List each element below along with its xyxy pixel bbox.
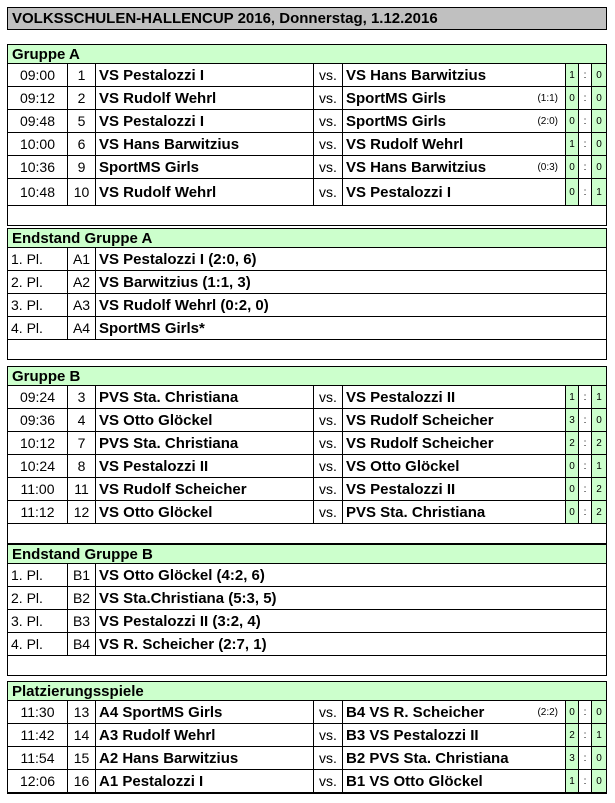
away-team: VS Rudolf Scheicher [346, 434, 494, 452]
versus-label: vs. [314, 501, 343, 523]
versus-label: vs. [314, 747, 343, 769]
spacer [8, 206, 606, 225]
versus-label: vs. [314, 701, 343, 723]
away-goals: 2 [591, 478, 606, 500]
rank: 3. Pl. [8, 294, 68, 316]
match-row [8, 432, 606, 455]
match-number: 5 [68, 110, 96, 132]
standings-row [8, 271, 606, 294]
away-team: VS Hans Barwitzius [346, 158, 487, 176]
match-number: 7 [68, 432, 96, 454]
versus-label: vs. [314, 87, 343, 109]
match-row [8, 133, 606, 156]
away-team: PVS Sta. Christiana [346, 503, 486, 521]
score-separator: : [583, 729, 587, 741]
standings-row [8, 633, 606, 656]
standings-a-section [7, 228, 607, 360]
match-row [8, 64, 606, 87]
versus-label: vs. [314, 455, 343, 477]
home-team: VS Pestalozzi II [96, 455, 314, 477]
home-goals: 2 [565, 724, 579, 746]
group-b-section [7, 366, 607, 544]
away-team: SportMS Girls [346, 89, 447, 107]
rank-code: B2 [68, 587, 96, 609]
score-separator: : [583, 706, 587, 718]
score-separator: : [583, 161, 587, 173]
score-separator: : [583, 506, 587, 518]
team-result: VS Otto Glöckel (4:2, 6) [99, 566, 265, 584]
match-number: 2 [68, 87, 96, 109]
match-time: 11:54 [8, 747, 68, 769]
match-time: 09:36 [8, 409, 68, 431]
versus-label: vs. [314, 156, 343, 178]
away-goals: 2 [591, 432, 606, 454]
away-team: SportMS Girls [346, 112, 447, 130]
home-team: VS Rudolf Scheicher [96, 478, 314, 500]
away-goals: 0 [591, 133, 606, 155]
home-team: PVS Sta. Christiana [96, 386, 314, 408]
home-goals: 0 [565, 87, 579, 109]
home-team: SportMS Girls [96, 156, 314, 178]
halftime-score: (2:0) [537, 115, 558, 127]
rank: 4. Pl. [8, 317, 68, 339]
home-goals: 2 [565, 432, 579, 454]
away-team: VS Pestalozzi II [346, 388, 456, 406]
match-number: 3 [68, 386, 96, 408]
spacer [8, 656, 606, 675]
match-number: 9 [68, 156, 96, 178]
home-goals: 1 [565, 64, 579, 86]
standings-row [8, 610, 606, 633]
score-separator: : [583, 69, 587, 81]
match-number: 8 [68, 455, 96, 477]
halftime-score: (2:2) [537, 706, 558, 718]
away-team: VS Pestalozzi II [346, 480, 456, 498]
match-number: 10 [68, 179, 96, 205]
home-goals: 0 [565, 455, 579, 477]
home-goals: 1 [565, 133, 579, 155]
away-goals: 1 [591, 179, 606, 205]
home-goals: 0 [565, 179, 579, 205]
match-number: 15 [68, 747, 96, 769]
versus-label: vs. [314, 432, 343, 454]
score-separator: : [583, 138, 587, 150]
away-team: B1 VS Otto Glöckel [346, 772, 483, 790]
team-result: VS Barwitzius (1:1, 3) [99, 273, 251, 291]
score-separator: : [583, 92, 587, 104]
rank-code: B3 [68, 610, 96, 632]
match-row [8, 110, 606, 133]
standings-b-section [7, 544, 607, 676]
group-b-heading: Gruppe B [8, 366, 606, 386]
rank: 3. Pl. [8, 610, 68, 632]
match-row [8, 724, 606, 747]
match-row [8, 156, 606, 179]
home-team: VS Rudolf Wehrl [96, 87, 314, 109]
match-row [8, 770, 606, 793]
home-team: VS Otto Glöckel [96, 409, 314, 431]
match-time: 09:12 [8, 87, 68, 109]
home-goals: 0 [565, 478, 579, 500]
standings-row [8, 294, 606, 317]
away-goals: 0 [591, 701, 606, 723]
match-time: 11:42 [8, 724, 68, 746]
placement-section [7, 681, 607, 794]
match-number: 1 [68, 64, 96, 86]
versus-label: vs. [314, 64, 343, 86]
match-time: 09:24 [8, 386, 68, 408]
home-team: PVS Sta. Christiana [96, 432, 314, 454]
match-row [8, 409, 606, 432]
halftime-score: (0:3) [537, 161, 558, 173]
match-number: 12 [68, 501, 96, 523]
versus-label: vs. [314, 133, 343, 155]
group-a-section [7, 44, 607, 226]
rank: 1. Pl. [8, 248, 68, 270]
away-goals: 0 [591, 110, 606, 132]
match-row [8, 701, 606, 724]
standings-a-heading: Endstand Gruppe A [8, 228, 606, 248]
spacer [8, 524, 606, 543]
spacer [8, 340, 606, 359]
match-row [8, 179, 606, 206]
score-separator: : [583, 414, 587, 426]
match-time: 09:48 [8, 110, 68, 132]
match-time: 10:24 [8, 455, 68, 477]
team-result: VS Pestalozzi II (3:2, 4) [99, 612, 261, 630]
match-time: 10:36 [8, 156, 68, 178]
away-team: VS Otto Glöckel [346, 457, 460, 475]
match-row [8, 455, 606, 478]
match-time: 09:00 [8, 64, 68, 86]
away-team: B3 VS Pestalozzi II [346, 726, 479, 744]
match-number: 13 [68, 701, 96, 723]
away-goals: 1 [591, 724, 606, 746]
placement-heading: Platzierungsspiele [8, 681, 606, 701]
match-number: 11 [68, 478, 96, 500]
away-goals: 0 [591, 747, 606, 769]
group-a-heading: Gruppe A [8, 44, 606, 64]
away-team: VS Hans Barwitzius [346, 66, 487, 84]
match-time: 11:30 [8, 701, 68, 723]
away-goals: 0 [591, 409, 606, 431]
team-result: VS Pestalozzi I (2:0, 6) [99, 250, 257, 268]
rank: 1. Pl. [8, 564, 68, 586]
home-goals: 1 [565, 386, 579, 408]
rank: 2. Pl. [8, 271, 68, 293]
match-number: 6 [68, 133, 96, 155]
match-time: 10:12 [8, 432, 68, 454]
rank-code: A4 [68, 317, 96, 339]
team-result: VS Rudolf Wehrl (0:2, 0) [99, 296, 269, 314]
away-goals: 2 [591, 501, 606, 523]
home-team: A4 SportMS Girls [96, 701, 314, 723]
team-result: VS R. Scheicher (2:7, 1) [99, 635, 267, 653]
rank-code: B4 [68, 633, 96, 655]
away-team: B4 VS R. Scheicher [346, 703, 485, 721]
rank-code: A3 [68, 294, 96, 316]
home-goals: 3 [565, 409, 579, 431]
home-team: VS Hans Barwitzius [96, 133, 314, 155]
versus-label: vs. [314, 724, 343, 746]
match-time: 12:06 [8, 770, 68, 792]
standings-row [8, 317, 606, 340]
away-goals: 0 [591, 64, 606, 86]
match-row [8, 747, 606, 770]
away-goals: 1 [591, 386, 606, 408]
team-result: VS Sta.Christiana (5:3, 5) [99, 589, 277, 607]
match-row [8, 501, 606, 524]
rank-code: A2 [68, 271, 96, 293]
home-team: A2 Hans Barwitzius [96, 747, 314, 769]
halftime-score: (1:1) [537, 92, 558, 104]
score-separator: : [583, 115, 587, 127]
home-team: VS Otto Glöckel [96, 501, 314, 523]
score-separator: : [583, 186, 587, 198]
versus-label: vs. [314, 770, 343, 792]
standings-row [8, 564, 606, 587]
match-number: 14 [68, 724, 96, 746]
rank-code: A1 [68, 248, 96, 270]
home-goals: 0 [565, 156, 579, 178]
away-goals: 0 [591, 156, 606, 178]
score-separator: : [583, 483, 587, 495]
match-number: 16 [68, 770, 96, 792]
standings-row [8, 248, 606, 271]
match-time: 11:00 [8, 478, 68, 500]
home-goals: 0 [565, 110, 579, 132]
home-goals: 0 [565, 501, 579, 523]
home-team: VS Rudolf Wehrl [96, 179, 314, 205]
score-separator: : [583, 752, 587, 764]
score-separator: : [583, 775, 587, 787]
match-time: 10:48 [8, 179, 68, 205]
rank: 2. Pl. [8, 587, 68, 609]
score-separator: : [583, 460, 587, 472]
versus-label: vs. [314, 386, 343, 408]
versus-label: vs. [314, 409, 343, 431]
page-title: VOLKSSCHULEN-HALLENCUP 2016, Donnerstag, 1.12.2016 [7, 7, 607, 30]
home-goals: 0 [565, 701, 579, 723]
score-separator: : [583, 437, 587, 449]
versus-label: vs. [314, 110, 343, 132]
home-goals: 1 [565, 770, 579, 792]
match-row [8, 87, 606, 110]
away-goals: 0 [591, 87, 606, 109]
away-goals: 0 [591, 770, 606, 792]
home-team: A3 Rudolf Wehrl [96, 724, 314, 746]
versus-label: vs. [314, 478, 343, 500]
home-team: VS Pestalozzi I [96, 110, 314, 132]
versus-label: vs. [314, 179, 343, 205]
away-team: B2 PVS Sta. Christiana [346, 749, 509, 767]
team-result: SportMS Girls* [99, 319, 205, 337]
standings-row [8, 587, 606, 610]
away-team: VS Pestalozzi I [346, 183, 452, 201]
match-row [8, 478, 606, 501]
match-time: 10:00 [8, 133, 68, 155]
away-goals: 1 [591, 455, 606, 477]
standings-b-heading: Endstand Gruppe B [8, 544, 606, 564]
home-team: VS Pestalozzi I [96, 64, 314, 86]
away-team: VS Rudolf Wehrl [346, 135, 464, 153]
rank-code: B1 [68, 564, 96, 586]
score-separator: : [583, 391, 587, 403]
home-goals: 3 [565, 747, 579, 769]
home-team: A1 Pestalozzi I [96, 770, 314, 792]
match-number: 4 [68, 409, 96, 431]
away-team: VS Rudolf Scheicher [346, 411, 494, 429]
match-row [8, 386, 606, 409]
rank: 4. Pl. [8, 633, 68, 655]
match-time: 11:12 [8, 501, 68, 523]
